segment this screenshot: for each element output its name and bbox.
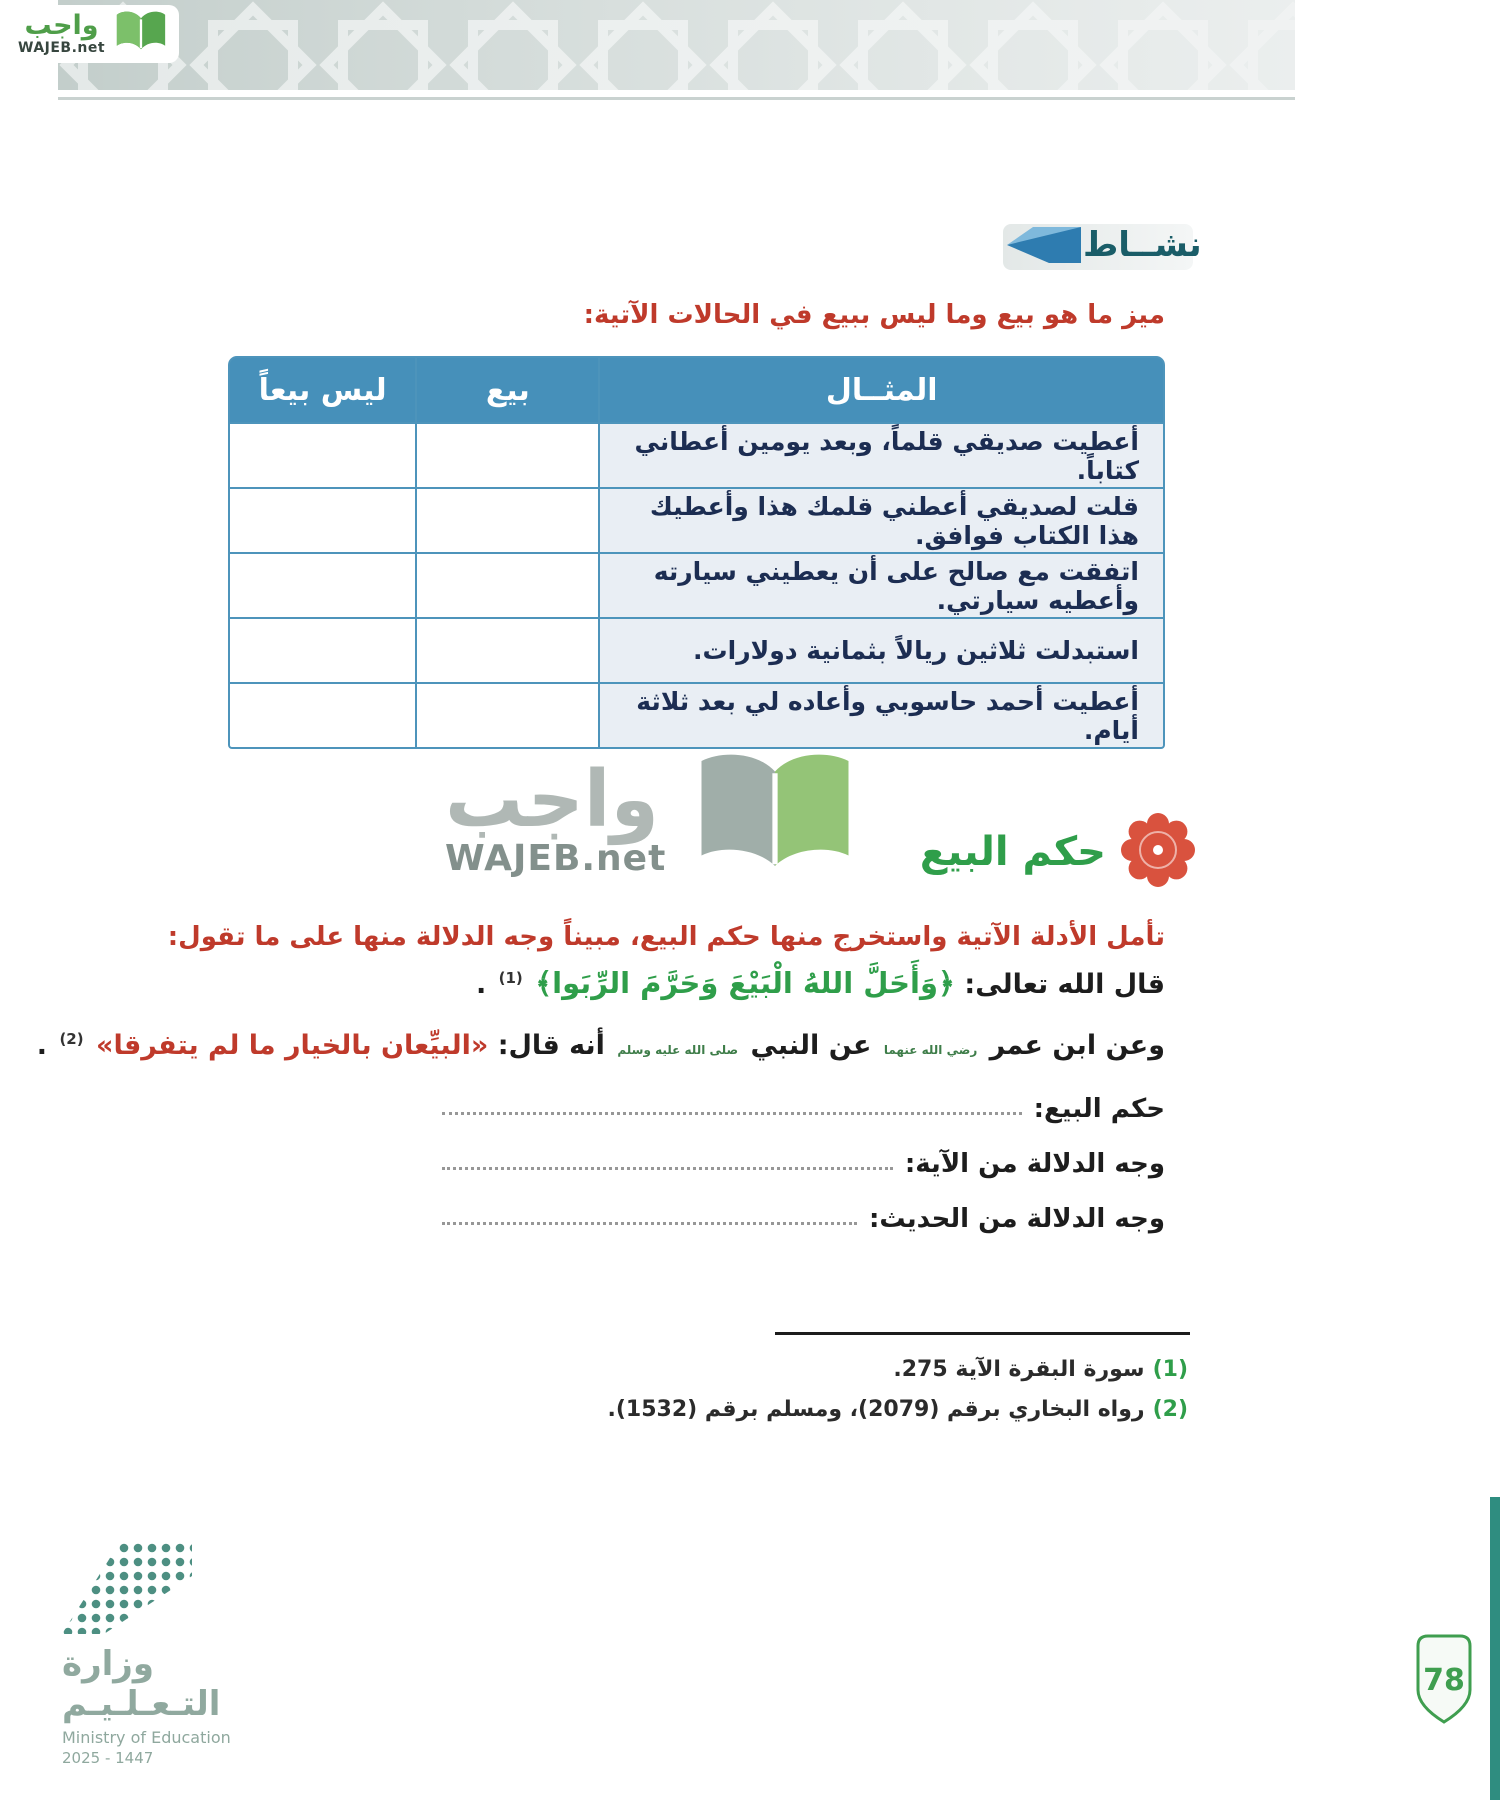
fill-line-verse-indication <box>438 1141 1165 1179</box>
not-sale-answer-cell[interactable] <box>230 489 415 552</box>
not-sale-answer-cell[interactable] <box>230 554 415 617</box>
quran-intro: قال الله تعالى: <box>964 969 1165 1000</box>
table-header-not-sale: ليس بيعاً <box>230 358 415 422</box>
footnote-marker-2: (2) <box>59 1030 84 1048</box>
footnote-2 <box>607 1390 1188 1430</box>
fill-line-label: حكم البيع: <box>1033 1094 1165 1124</box>
footnote-1-marker: (1) <box>1152 1357 1188 1382</box>
ministry-dots-icon <box>62 1619 192 1638</box>
fill-line-label: وجه الدلالة من الآية: <box>904 1149 1165 1179</box>
hadith-intro-1: وعن ابن عمر <box>989 1030 1165 1061</box>
activity-title: نشــاط <box>1083 225 1202 265</box>
fill-line-dots[interactable] <box>442 1222 857 1225</box>
table-row-example: أعطيت صديقي قلماً، وبعد يومين أعطاني كتاباً. <box>600 424 1163 487</box>
quran-evidence-line <box>476 966 1165 1000</box>
footnote-2-text: رواه البخاري برقم (2079)، ومسلم برقم (1532). <box>607 1397 1145 1422</box>
sale-answer-cell[interactable] <box>417 684 598 747</box>
page-number: 78 <box>1423 1663 1465 1698</box>
section-heading-sale-ruling <box>919 812 1196 892</box>
watermark-latin: WAJEB.net <box>445 838 667 879</box>
activity-arrow-icon <box>1003 222 1083 272</box>
radi-allahu-anhuma-icon: رضي الله عنهما <box>883 1043 978 1057</box>
sale-answer-cell[interactable] <box>417 554 598 617</box>
not-sale-answer-cell[interactable] <box>230 619 415 682</box>
ministry-years: 2025 - 1447 <box>62 1749 154 1767</box>
watermark-book-icon <box>680 747 870 891</box>
hadith-evidence-line <box>37 1030 1165 1061</box>
sale-answer-cell[interactable] <box>417 489 598 552</box>
table-row-example: استبدلت ثلاثين ريالاً بثمانية دولارات. <box>600 619 1163 682</box>
wajeb-logo <box>8 5 179 63</box>
section-title: حكم البيع <box>919 829 1106 875</box>
fill-line-label: وجه الدلالة من الحديث: <box>868 1204 1165 1234</box>
footnote-1-text: سورة البقرة الآية 275. <box>893 1357 1145 1382</box>
footnote-divider <box>775 1332 1190 1335</box>
page-edge-strip <box>1490 1497 1500 1800</box>
activity-instruction: ميز ما هو بيع وما ليس ببيع في الحالات الآتية: <box>583 300 1165 330</box>
table-header-sale: بيع <box>417 358 598 422</box>
header-pattern-band <box>58 0 1295 90</box>
ministry-logo <box>62 1542 312 1767</box>
footnotes <box>607 1350 1188 1430</box>
hadith-text: «البيِّعان بالخيار ما لم يتفرقا» <box>96 1030 489 1061</box>
open-book-icon <box>113 9 169 59</box>
salla-allahu-alayhi-wasallam-icon: صلى الله عليه وسلم <box>617 1043 739 1057</box>
table-row-example: قلت لصديقي أعطني قلمك هذا وأعطيك هذا الكتاب فوافق. <box>600 489 1163 552</box>
sale-answer-cell[interactable] <box>417 424 598 487</box>
not-sale-answer-cell[interactable] <box>230 424 415 487</box>
fill-line-dots[interactable] <box>442 1112 1022 1115</box>
ministry-name-arabic: وزارة التـعـلـيـم <box>62 1644 221 1724</box>
quran-verse: ﴿وَأَحَلَّ اللهُ الْبَيْعَ وَحَرَّمَ الرِّبَوا﴾ <box>535 966 955 1000</box>
activity-header <box>1003 224 1202 270</box>
sale-answer-cell[interactable] <box>417 619 598 682</box>
wajeb-logo-arabic: واجب <box>24 10 99 42</box>
sentence-end: . <box>475 969 487 1000</box>
fill-line-hadith-indication <box>438 1196 1165 1234</box>
sentence-end: . <box>36 1030 48 1061</box>
wajeb-watermark <box>445 748 885 890</box>
ministry-name-english: Ministry of Education <box>62 1728 231 1747</box>
ruling-instruction: تأمل الأدلة الآتية واستخرج منها حكم البيع، مبيناً وجه الدلالة منها على ما تقول: <box>167 922 1165 952</box>
not-sale-answer-cell[interactable] <box>230 684 415 747</box>
header-divider <box>58 97 1295 100</box>
rosette-icon <box>1120 812 1196 892</box>
wajeb-logo-latin: WAJEB.net <box>18 39 106 56</box>
fill-line-dots[interactable] <box>442 1167 893 1170</box>
geometric-star-pattern-icon <box>58 0 1295 90</box>
watermark-arabic: واجب <box>445 755 660 845</box>
sale-classification-table <box>228 356 1165 749</box>
hadith-intro-3: أنه قال: <box>497 1030 605 1061</box>
table-row-example: أعطيت أحمد حاسوبي وأعاده لي بعد ثلاثة أيام. <box>600 684 1163 747</box>
footnote-marker-1: (1) <box>498 969 523 987</box>
table-row-example: اتفقت مع صالح على أن يعطيني سيارته وأعطيه سيارتي. <box>600 554 1163 617</box>
footnote-2-marker: (2) <box>1152 1397 1188 1422</box>
footnote-1 <box>607 1350 1188 1390</box>
page-number-badge <box>1412 1632 1476 1726</box>
fill-line-ruling <box>438 1086 1165 1124</box>
table-header-example: المثــال <box>600 358 1163 422</box>
hadith-intro-2: عن النبي <box>750 1030 872 1061</box>
